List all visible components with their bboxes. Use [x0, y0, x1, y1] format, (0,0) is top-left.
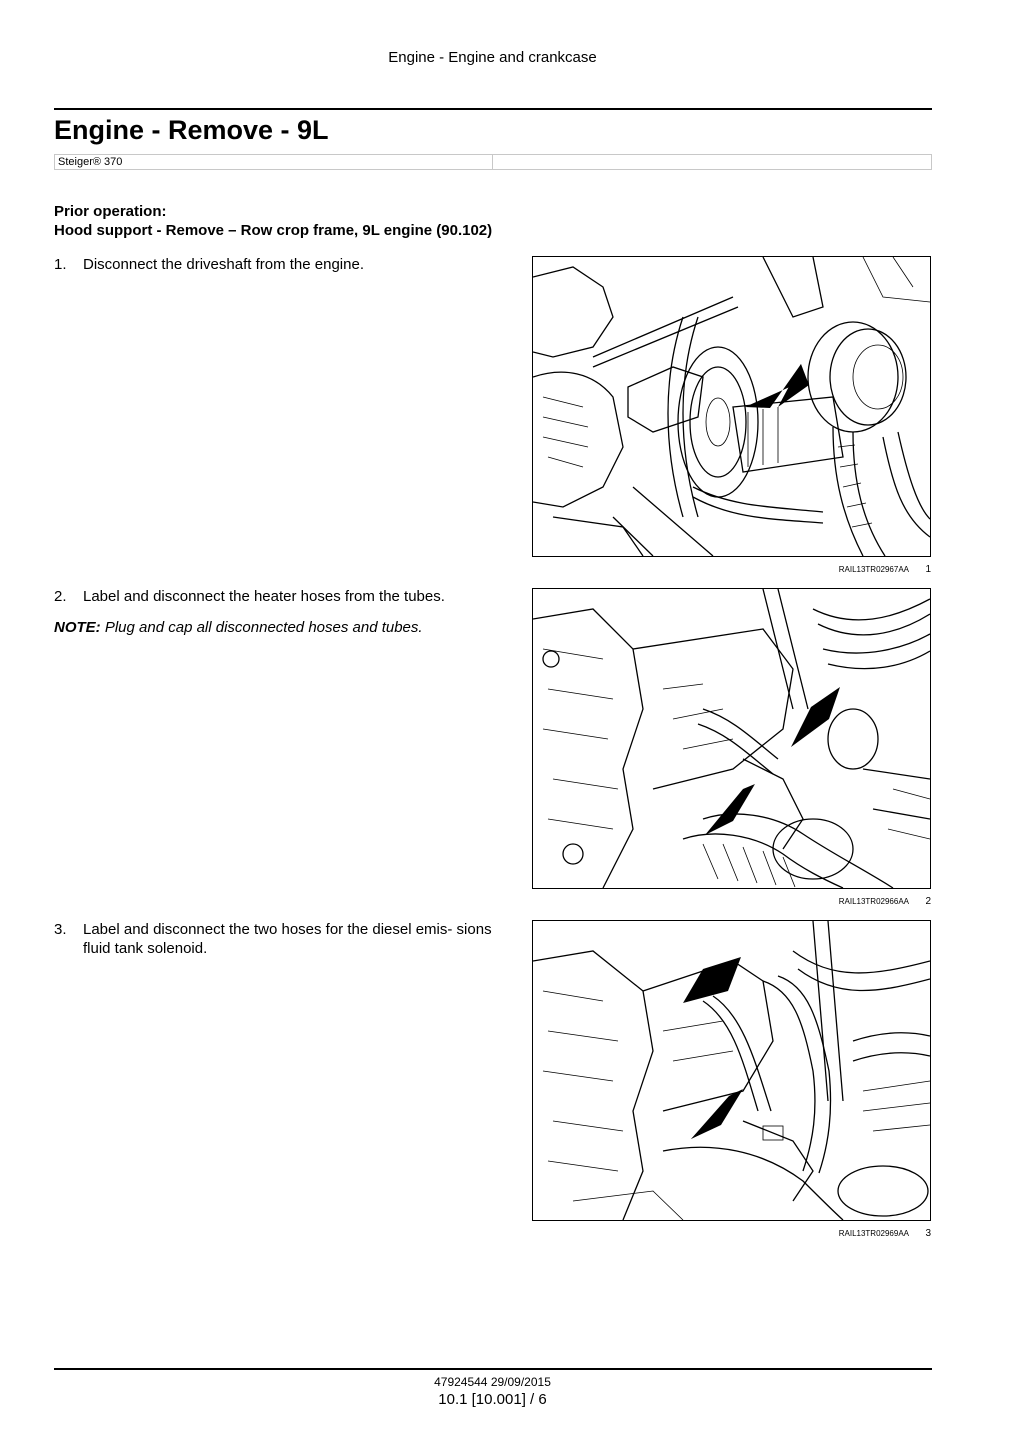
- footer-rule: [54, 1368, 932, 1370]
- figure-1-driveshaft: [532, 256, 931, 557]
- step-2: [54, 587, 494, 606]
- step-number: 1.: [54, 256, 67, 273]
- figure-3-drawing: [533, 921, 930, 1220]
- model-cell-empty: [493, 155, 496, 169]
- figure-code: RAIL13TR02969AA: [838, 1229, 909, 1238]
- step-text: Disconnect the driveshaft from the engine.: [83, 256, 364, 273]
- step-1: [54, 255, 494, 274]
- footer-doc-ref: 47924544 29/09/2015: [434, 1375, 551, 1389]
- figure-number: 1: [925, 564, 931, 575]
- figure-2-drawing: [533, 589, 930, 888]
- step-text: Label and disconnect the heater hoses from the tubes.: [83, 588, 445, 605]
- figure-3-def-solenoid-hoses: [532, 920, 931, 1221]
- header-rule: [54, 108, 932, 110]
- model-table: [54, 154, 932, 170]
- prior-operation: [54, 202, 492, 240]
- figure-number: 3: [925, 1228, 931, 1239]
- note-label: NOTE:: [54, 619, 101, 636]
- figure-code: RAIL13TR02967AA: [838, 565, 909, 574]
- step-3: [54, 920, 494, 958]
- footer-page-number: 10.1 [10.001] / 6: [438, 1391, 547, 1408]
- figure-2-heater-hoses: [532, 588, 931, 889]
- note-text: Plug and cap all disconnected hoses and tubes.: [104, 619, 423, 636]
- step-text: Label and disconnect the two hoses for the diesel emis- sions fluid tank solenoid.: [83, 921, 492, 957]
- page-title: Engine - Remove - 9L: [54, 115, 329, 145]
- step-number: 2.: [54, 588, 67, 605]
- step-number: 3.: [54, 921, 67, 938]
- note: [54, 619, 423, 636]
- running-header: Engine - Engine and crankcase: [388, 49, 597, 66]
- model-cell: Steiger® 370: [55, 155, 493, 169]
- prior-operation-label: Prior operation:: [54, 203, 167, 220]
- figure-code: RAIL13TR02966AA: [838, 897, 909, 906]
- figure-1-drawing: [533, 257, 930, 556]
- prior-operation-reference[interactable]: Hood support - Remove – Row crop frame, 9L engine (90.102): [54, 222, 493, 239]
- figure-number: 2: [925, 896, 931, 907]
